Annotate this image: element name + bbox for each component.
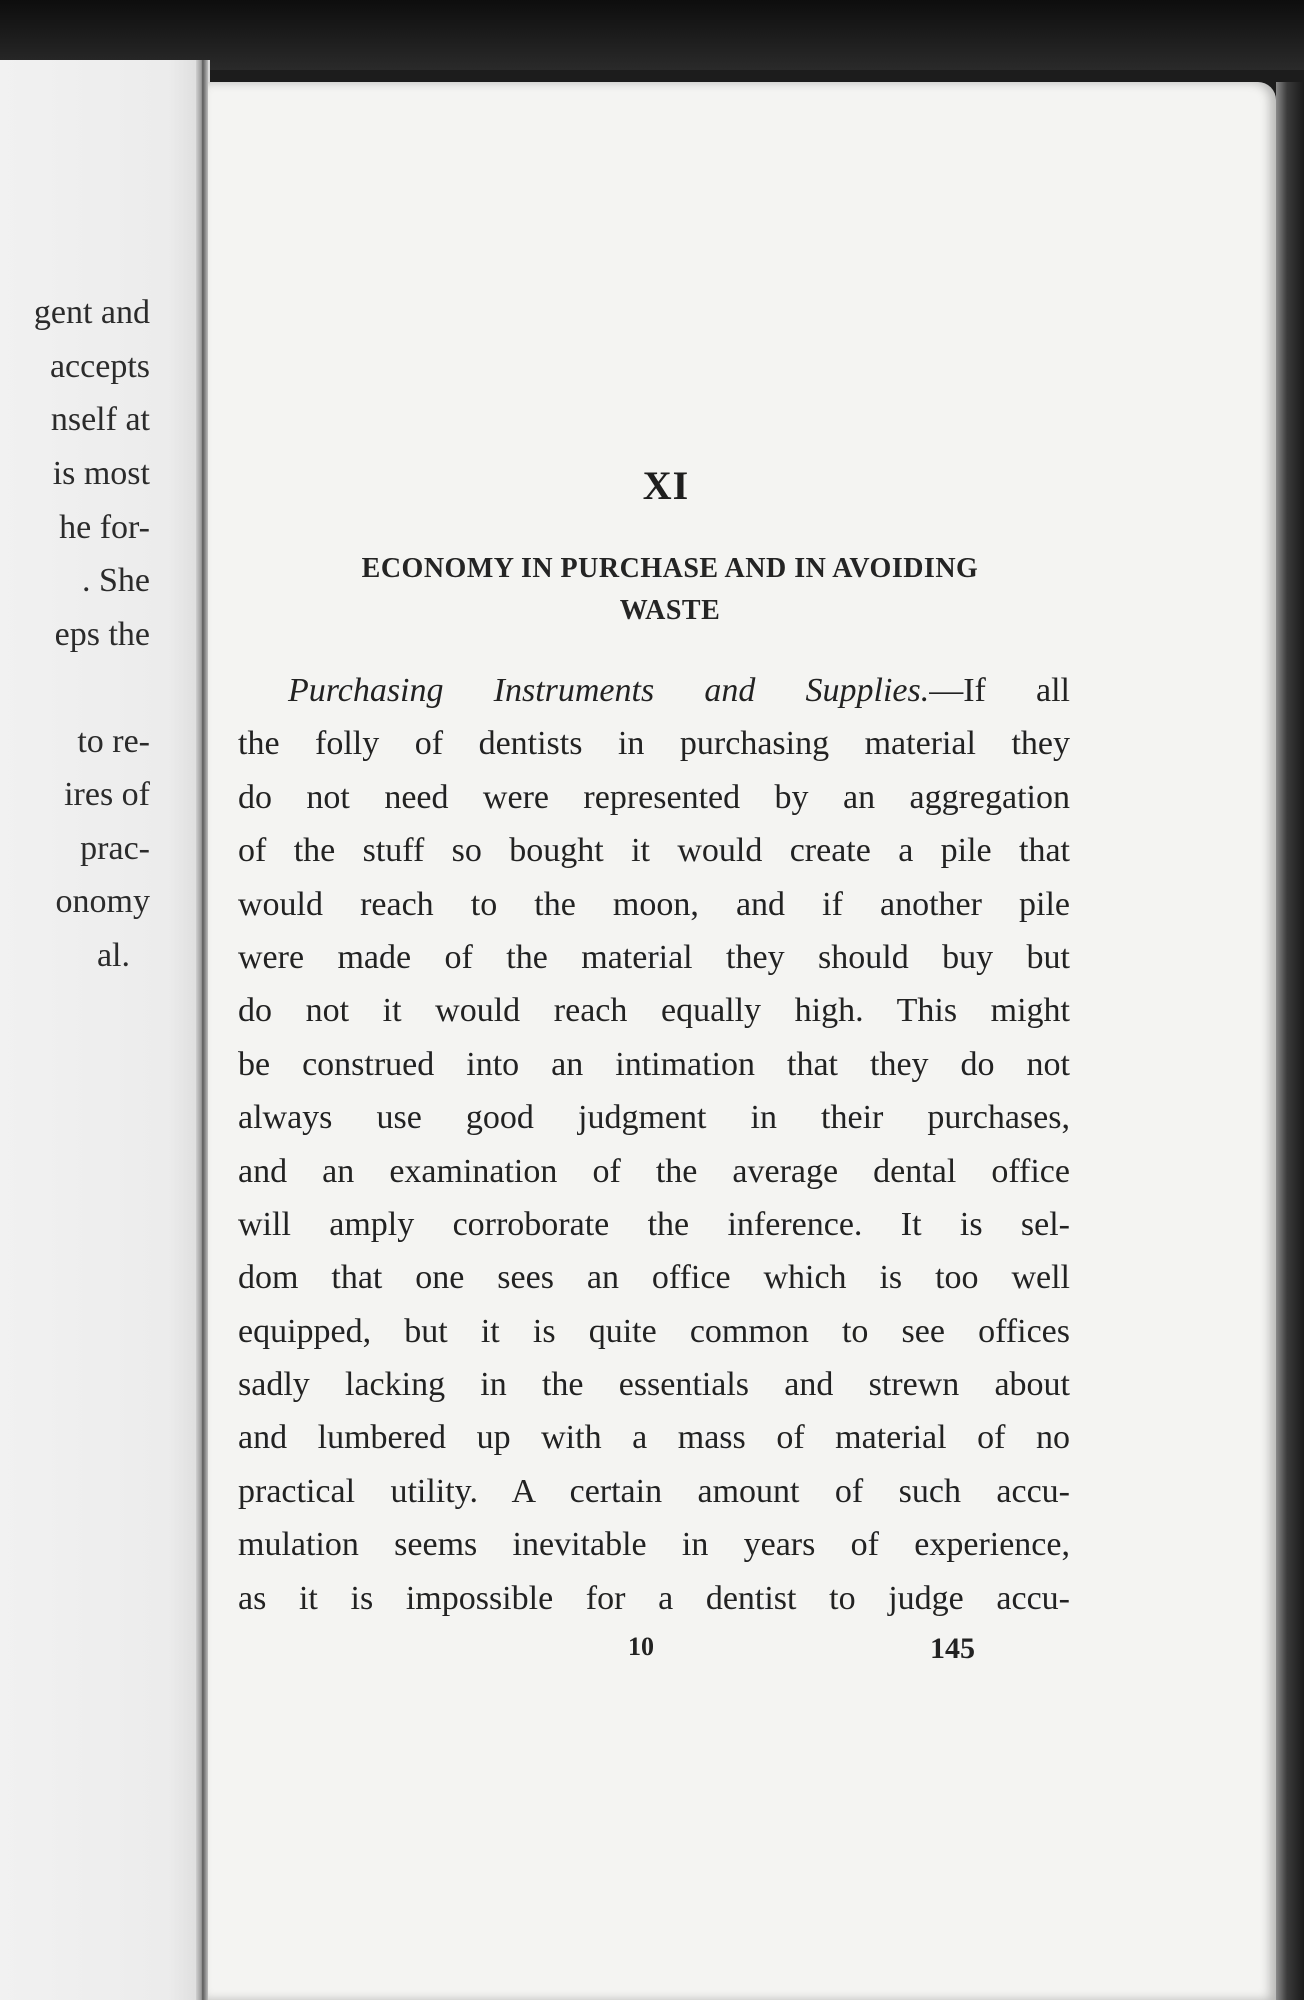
body-line: dom that one sees an office which is too well: [238, 1259, 1070, 1297]
body-line: sadly lacking in the essentials and strewn about: [238, 1366, 1070, 1404]
facing-page-line: is most: [52, 455, 150, 492]
body-line: of the stuff so bought it would create a pile that: [238, 832, 1070, 870]
body-line: practical utility. A certain amount of such accu-: [238, 1472, 1070, 1510]
facing-page-line: he for-: [59, 509, 150, 546]
facing-page-line: . She: [82, 562, 150, 599]
run-in-heading: Purchasing Instruments and Supplies.: [288, 672, 930, 709]
body-line: mulation seems inevitable in years of experience,: [238, 1526, 1070, 1564]
facing-page-line: al.: [96, 937, 130, 974]
body-line-text: —If all: [929, 672, 1070, 709]
body-line: [238, 664, 1070, 717]
facing-page-line: nself at: [50, 401, 150, 438]
body-line: equipped, but it is quite common to see offices: [238, 1312, 1070, 1350]
facing-page-line: accepts: [49, 348, 150, 385]
facing-page: [0, 60, 210, 2000]
book-gutter: [196, 60, 208, 2000]
body-text: [238, 664, 1070, 1625]
body-line: as it is impossible for a dentist to judge accu-: [238, 1579, 1070, 1617]
chapter-title: [290, 548, 1050, 632]
body-line: and an examination of the average dental office: [238, 1152, 1070, 1190]
body-line: will amply corroborate the inference. It is sel-: [238, 1205, 1070, 1243]
facing-page-line: ires of: [64, 776, 150, 813]
chapter-title-line: WASTE: [619, 595, 721, 626]
body-line: would reach to the moon, and if another pile: [238, 885, 1070, 923]
facing-page-line: eps the: [54, 616, 150, 653]
facing-page-line: onomy: [55, 883, 150, 920]
body-line: do not it would reach equally high. This might: [238, 992, 1070, 1030]
body-line: and lumbered up with a mass of material of no: [238, 1419, 1070, 1457]
signature-mark: 10: [628, 1632, 654, 1661]
body-line: be construed into an intimation that they do not: [238, 1045, 1070, 1083]
chapter-title-line: ECONOMY IN PURCHASE AND IN AVOIDING: [361, 553, 979, 584]
facing-page-line: prac-: [80, 830, 150, 867]
body-line: always use good judgment in their purchases,: [238, 1099, 1070, 1137]
facing-page-line: to re-: [77, 723, 150, 760]
body-line: do not need were represented by an aggregation: [238, 778, 1070, 816]
body-line: were made of the material they should buy but: [238, 938, 1070, 976]
body-line: the folly of dentists in purchasing material they: [238, 725, 1070, 763]
page-edge: [1276, 82, 1304, 2000]
chapter-number: XI: [642, 463, 690, 508]
page-number: 145: [930, 1632, 975, 1665]
facing-page-line: gent and: [33, 294, 150, 331]
